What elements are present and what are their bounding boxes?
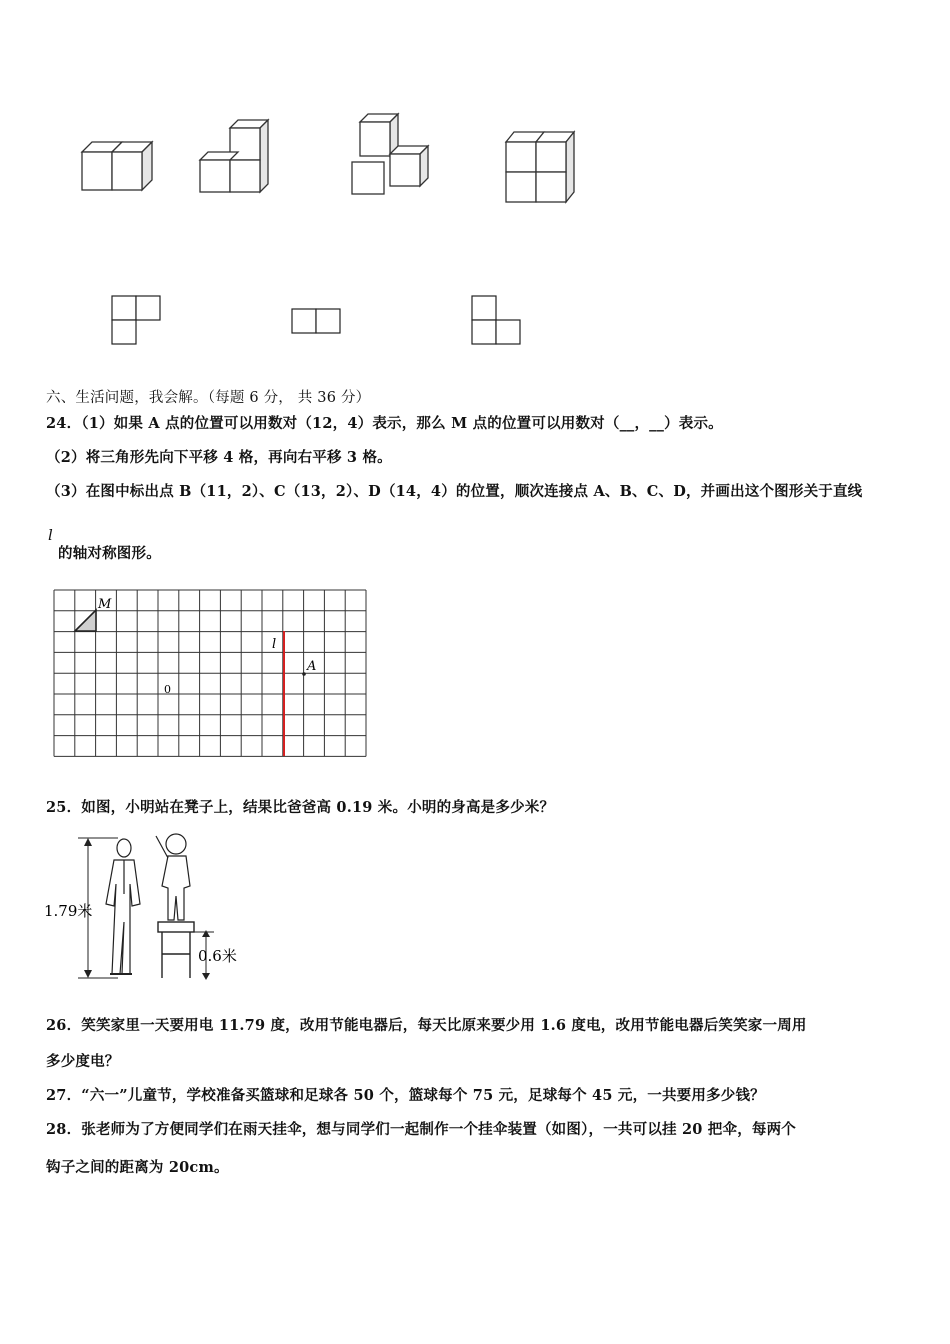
cube-figure-1 [74,136,154,196]
q25-illustration [44,824,254,984]
grid-lines [54,590,366,756]
view-shape-3 [472,296,532,356]
view-shape-1 [112,296,172,356]
q28-line2: 钩子之间的距离为 20cm。 [46,1159,229,1176]
view-shape-2 [292,309,352,339]
stool [158,922,194,978]
q28-line1: 28．张老师为了方便同学们在雨天挂伞，想与同学们一起制作一个挂伞装置（如图），一共可以挂 20 把伞，每两个 [46,1121,796,1138]
label-l: l [272,637,277,652]
cube-figure-3 [348,112,438,202]
q26-line2: 多少度电？ [46,1053,120,1070]
q26-line1: 26．笑笑家里一天要用电 11.79 度，改用节能电器后，每天比原来要少用 1.6 度电，改用节能电器后笑笑家一周用 [46,1017,807,1034]
label-o: 0 [164,683,171,696]
cube-figure-2 [196,118,276,198]
label-m: M [98,597,112,612]
point-a [302,672,306,676]
q24-part3: （3）在图中标出点 B（11，2）、C（13，2）、D（14，4）的位置，顺次连接点 A、B、C、D，并画出这个图形关于直线 [46,483,863,500]
stool-height-label: 0.6米 [198,947,237,965]
q24-part3-end: 的轴对称图形。 [58,545,161,562]
q24-line-letter: l [48,526,53,544]
q25-text: 25．如图，小明站在凳子上，结果比爸爸高 0.19 米。小明的身高是多少米？ [46,799,555,816]
label-a: A [307,659,317,674]
father-height-label: 1.79米 [44,902,93,920]
q24-part2: （2）将三角形先向下平移 4 格，再向右平移 3 格。 [46,449,392,466]
triangle-m [75,610,96,631]
cube-figure-4 [504,128,584,208]
q27-text: 27．“六一”儿童节，学校准备买篮球和足球各 50 个，篮球每个 75 元，足球每个 45 元，一共要用多少钱？ [46,1087,765,1104]
section-six-title: 六、生活问题，我会解。（每题 6 分， 共 36 分） [46,390,371,406]
boy-figure [156,834,190,920]
father-figure [106,839,140,974]
q24-part1: 24．（1）如果 A 点的位置可以用数对（12，4）表示，那么 M 点的位置可以用数对（__，__）表示。 [46,415,723,432]
coordinate-grid [54,590,374,770]
